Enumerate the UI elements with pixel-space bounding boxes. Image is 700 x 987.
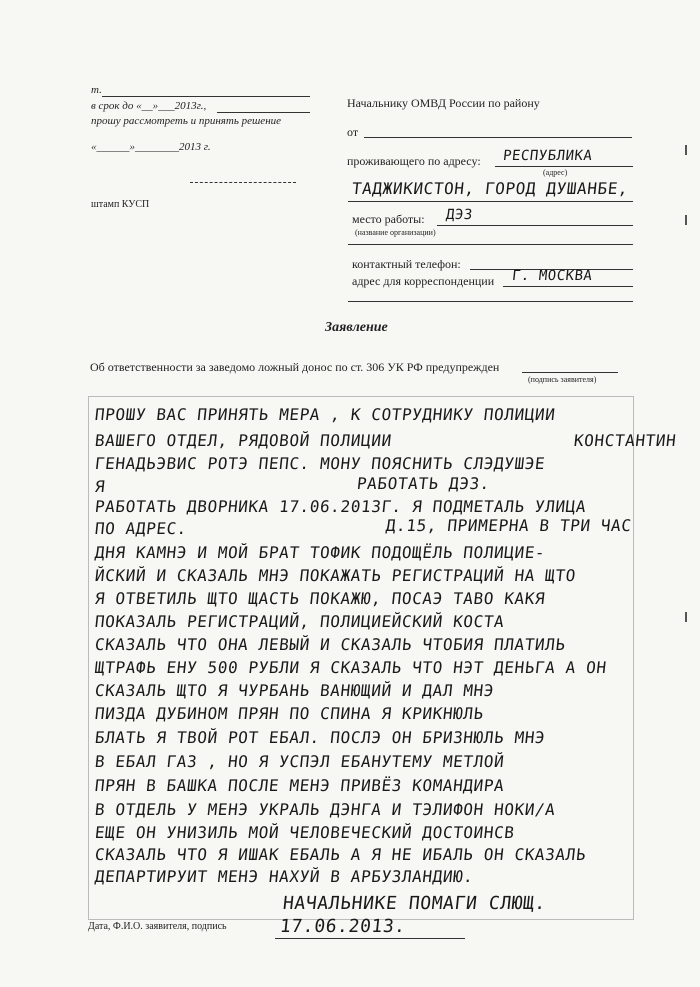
body-line-11: СКАЗАЛЬ ЧТО ОНА ЛЕВЫЙ И СКАЗАЛЬ ЧТОБИЯ ПЛАТИЛЬ xyxy=(94,635,567,654)
body-line-6: ПО АДРЕС. xyxy=(94,519,189,538)
margin-mark xyxy=(685,215,687,225)
closing-date: 17.06.2013. xyxy=(278,916,407,937)
signature-line xyxy=(522,372,618,373)
org-small: (название организации) xyxy=(355,228,436,237)
margin-mark xyxy=(685,145,687,155)
body-line-18: В ОТДЕЛЬ У МЕНЭ УКРАЛЬ ДЭНГА И ТЭЛИФОН НОКИ/А xyxy=(94,800,557,819)
work-line-2 xyxy=(348,244,633,245)
corr-hand: Г. МОСКВА xyxy=(511,268,594,284)
from-line xyxy=(364,137,632,138)
body-line-20: СКАЗАЛЬ ЧТО Я ИШАК ЕБАЛЬ А Я НЕ ИБАЛЬ ОН СКАЗАЛЬ xyxy=(94,845,588,864)
body-line-21: ДЕПАРТИРУИТ МЕНЭ НАХУЙ В АРБУЗЛАНДИЮ. xyxy=(94,867,475,886)
from-label: от xyxy=(347,125,359,139)
date-line-text: «______»________2013 г. xyxy=(91,141,211,153)
body-name-right: КОНСТАНТИН xyxy=(573,431,678,450)
signature-small: (подпись заявителя) xyxy=(528,375,597,384)
residence-label: проживающего по адресу: xyxy=(347,154,481,168)
deadline-text: в срок до «__»___2013г., xyxy=(91,100,207,112)
closing-appeal: НАЧАЛЬНИКЕ ПОМАГИ СЛЮЩ. xyxy=(281,893,548,914)
corr-line-2 xyxy=(348,301,633,302)
residence-hand-1: РЕСПУБЛИКА xyxy=(502,148,594,164)
warning-text: Об ответственности за заведомо ложный донос по ст. 306 УК РФ предупрежден xyxy=(90,360,500,374)
statement-title: Заявление xyxy=(325,320,388,335)
residence-line-2 xyxy=(348,201,633,202)
addressee: Начальнику ОМВД России по району xyxy=(347,96,540,110)
body-line-5: РАБОТАТЬ ДВОРНИКА 17.06.2013Г. Я ПОДМЕТАЛЬ УЛИЦА xyxy=(94,497,588,516)
t-line xyxy=(102,96,310,97)
residence-hand-2: ТАДЖИКИСТОН, ГОРОД ДУШАНБЕ, xyxy=(351,179,630,198)
body-line-12: ЩТРАФЬ ЕНУ 500 РУБЛИ Я СКАЗАЛЬ ЧТО НЭТ ДЕНЬГА А ОН xyxy=(94,658,608,677)
body-line-8: ЙСКИЙ И СКАЗАЛЬ МНЭ ПОКАЖАТЬ РЕГИСТРАЦИЙ НА ЩТО xyxy=(94,566,577,585)
body-line-14: ПИЗДА ДУБИНОМ ПРЯН ПО СПИНА Я КРИКНЮЛЬ xyxy=(94,704,485,723)
work-label: место работы: xyxy=(352,212,425,226)
body-line-2: ВАШЕГО ОТДЕЛ, РЯДОВОЙ ПОЛИЦИИ xyxy=(94,431,393,450)
body-line-13: СКАЗАЛЬ ЩТО Я ЧУРБАНЬ ВАНЮЩИЙ И ДАЛ МНЭ xyxy=(94,681,496,700)
body-line-10: ПОКАЗАЛЬ РЕГИСТРАЦИЙ, ПОЛИЦИЕЙСКИЙ КОСТА xyxy=(94,612,506,631)
corr-label: адрес для корреспонденции xyxy=(352,274,495,288)
stamp-dash-line xyxy=(190,182,296,183)
body-line-9: Я ОТВЕТИЛЬ ЩТО ЩАСТЬ ПОКАЖЮ, ПОСАЭ ТАВО КАКЯ xyxy=(94,589,547,608)
body-line-17: ПРЯН В БАШКА ПОСЛЕ МЕНЭ ПРИВЁЗ КОМАНДИРА xyxy=(94,776,506,795)
work-hand: ДЭЗ xyxy=(445,207,474,223)
corr-line xyxy=(503,286,633,287)
t-label: т. xyxy=(91,84,102,96)
deadline-line xyxy=(217,112,310,113)
margin-mark xyxy=(685,612,687,622)
body-work-right: РАБОТАТЬ ДЭЗ. xyxy=(356,474,492,493)
body-line-1: ПРОШУ ВАС ПРИНЯТЬ МЕРА , К СОТРУДНИКУ ПОЛИЦИИ xyxy=(94,405,557,424)
body-line-4: Я xyxy=(94,477,107,496)
phone-label: контактный телефон: xyxy=(352,257,461,271)
residence-line-1 xyxy=(495,166,633,167)
body-line-16: В ЕБАЛ ГАЗ , НО Я УСПЭЛ ЕБАНУТЕМУ МЕТЛОЙ xyxy=(94,752,506,771)
stamp-label: штамп КУСП xyxy=(91,199,150,210)
body-addr-right: Д.15, ПРИМЕРНА В ТРИ ЧАС xyxy=(385,516,633,535)
address-small: (адрес) xyxy=(543,168,568,177)
closing-line xyxy=(275,938,465,939)
footer-label: Дата, Ф.И.О. заявителя, подпись xyxy=(88,921,227,932)
body-line-15: БЛАТЬ Я ТВОЙ РОТ ЕБАЛ. ПОСЛЭ ОН БРИЗНЮЛЬ МНЭ xyxy=(94,728,547,747)
work-line xyxy=(437,225,633,226)
request-text: прошу рассмотреть и принять решение xyxy=(91,115,282,127)
body-line-7: ДНЯ КАМНЭ И МОЙ БРАТ ТОФИК ПОДОЩЁЛЬ ПОЛИЦИЕ- xyxy=(94,543,547,562)
body-line-19: ЕЩЕ ОН УНИЗИЛЬ МОЙ ЧЕЛОВЕЧЕСКИЙ ДОСТОИНСВ xyxy=(94,823,516,842)
body-line-3: ГЕНАДЬЭВИС РОТЭ ПЕПС. МОНУ ПОЯСНИТЬ СЛЭДУШЭЕ xyxy=(94,454,547,473)
